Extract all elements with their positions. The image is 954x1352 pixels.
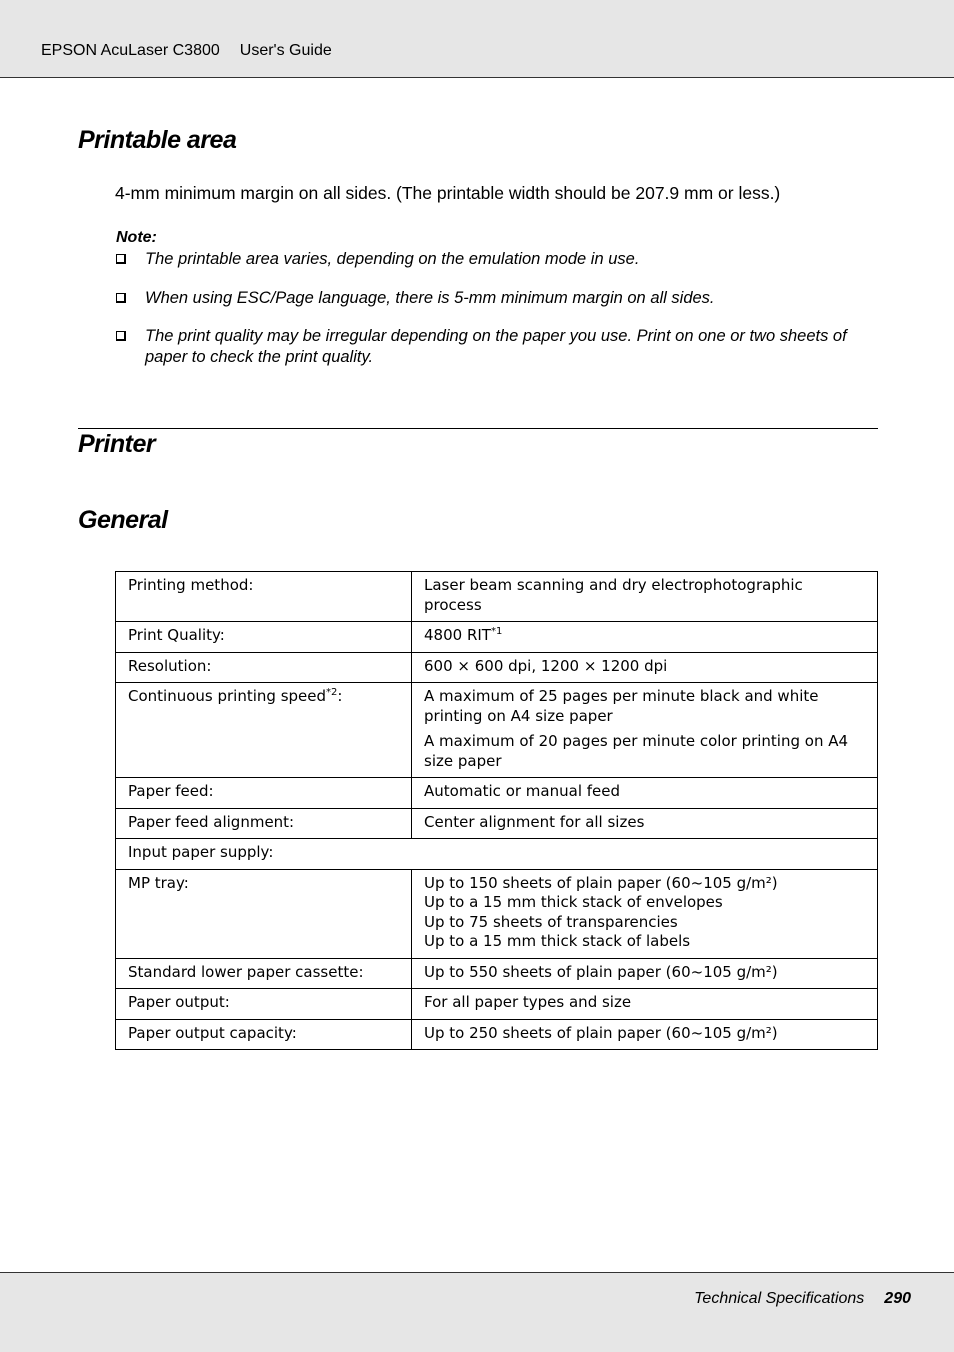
checkbox-bullet-icon	[116, 293, 126, 303]
cell-line: Up to 150 sheets of plain paper (60~105 g/m²)	[424, 873, 778, 892]
note-text: The printable area varies, depending on the emulation mode in use.	[145, 250, 640, 268]
cell-text: Continuous printing speed	[128, 687, 327, 705]
printer-heading: Printer	[78, 430, 156, 458]
cell-line: Up to 75 sheets of transparencies	[424, 912, 678, 931]
cell-paragraph: A maximum of 20 pages per minute color printing on A4 size paper	[424, 732, 849, 770]
table-row	[116, 958, 878, 989]
printable-area-heading: Printable area	[78, 126, 237, 154]
table-cell-label: Standard lower paper cassette:	[116, 958, 412, 989]
table-cell-label: Paper output:	[116, 989, 412, 1020]
table-cell-value	[412, 958, 878, 989]
note-item	[116, 326, 878, 368]
table-cell-label: Paper output capacity:	[116, 1019, 412, 1050]
table-cell-label: Paper feed alignment:	[116, 808, 412, 839]
cell-paragraph: Laser beam scanning and dry electrophotographic process	[424, 576, 803, 614]
cell-paragraph: Up to 250 sheets of plain paper (60~105 g/m²)	[424, 1023, 778, 1042]
footnote-ref: *2	[326, 687, 338, 698]
cell-text: 4800 RIT	[424, 626, 491, 644]
note-item	[116, 249, 878, 270]
table-row	[116, 839, 878, 870]
table-cell-value	[412, 652, 878, 683]
table-row	[116, 869, 878, 958]
general-spec-table	[115, 571, 878, 1050]
header-product: EPSON AcuLaser C3800	[41, 42, 220, 59]
note-text: When using ESC/Page language, there is 5-mm minimum margin on all sides.	[145, 289, 715, 307]
table-cell-value	[412, 808, 878, 839]
page-footer	[0, 1272, 954, 1352]
table-cell-label: Print Quality:	[116, 622, 412, 653]
checkbox-bullet-icon	[116, 254, 126, 264]
cell-paragraph: Up to 550 sheets of plain paper (60~105 g/m²)	[424, 962, 778, 981]
note-text: The print quality may be irregular depending on the paper you use. Print on one or two sheets of paper to check the print quality.	[145, 327, 847, 366]
page-number: 290	[884, 1290, 911, 1307]
printable-area-body: 4-mm minimum margin on all sides. (The printable width should be 207.9 mm or less.)	[115, 183, 781, 203]
note-item	[116, 288, 878, 309]
table-cell-value	[412, 1019, 878, 1050]
table-row	[116, 989, 878, 1020]
header-text	[41, 42, 332, 60]
cell-paragraph: Center alignment for all sizes	[424, 812, 645, 831]
table-cell-label: Resolution:	[116, 652, 412, 683]
footer-section: Technical Specifications	[694, 1290, 865, 1307]
table-cell-label: Input paper supply:	[116, 839, 878, 870]
table-row	[116, 622, 878, 653]
table-cell-value	[412, 683, 878, 778]
table-cell-value	[412, 622, 878, 653]
page-header	[0, 0, 954, 78]
table-row	[116, 778, 878, 809]
table-cell-value	[412, 989, 878, 1020]
table-cell-label: Printing method:	[116, 572, 412, 622]
footer-text	[694, 1290, 911, 1308]
table-cell-value	[412, 778, 878, 809]
table-cell-value	[412, 869, 878, 958]
table-cell-value	[412, 572, 878, 622]
table-cell-label: MP tray:	[116, 869, 412, 958]
cell-paragraph: For all paper types and size	[424, 993, 632, 1011]
footnote-ref: *1	[490, 626, 503, 637]
cell-paragraph: 600 × 600 dpi, 1200 × 1200 dpi	[424, 656, 668, 675]
general-heading: General	[78, 506, 168, 534]
cell-paragraph: A maximum of 25 pages per minute black and white printing on A4 size paper	[424, 687, 819, 725]
table-row	[116, 808, 878, 839]
header-guide: User's Guide	[239, 42, 332, 59]
table-row	[116, 652, 878, 683]
section-divider	[78, 428, 878, 429]
cell-line: Up to a 15 mm thick stack of labels	[424, 932, 691, 950]
cell-line: Up to a 15 mm thick stack of envelopes	[424, 893, 723, 911]
cell-paragraph: Automatic or manual feed	[424, 782, 621, 800]
table-cell-label	[116, 683, 412, 778]
table-row	[116, 683, 878, 778]
table-cell-label: Paper feed:	[116, 778, 412, 809]
table-row	[116, 572, 878, 622]
table-row	[116, 1019, 878, 1050]
checkbox-bullet-icon	[116, 331, 126, 341]
cell-text: :	[337, 687, 343, 705]
note-label: Note:	[116, 229, 157, 246]
